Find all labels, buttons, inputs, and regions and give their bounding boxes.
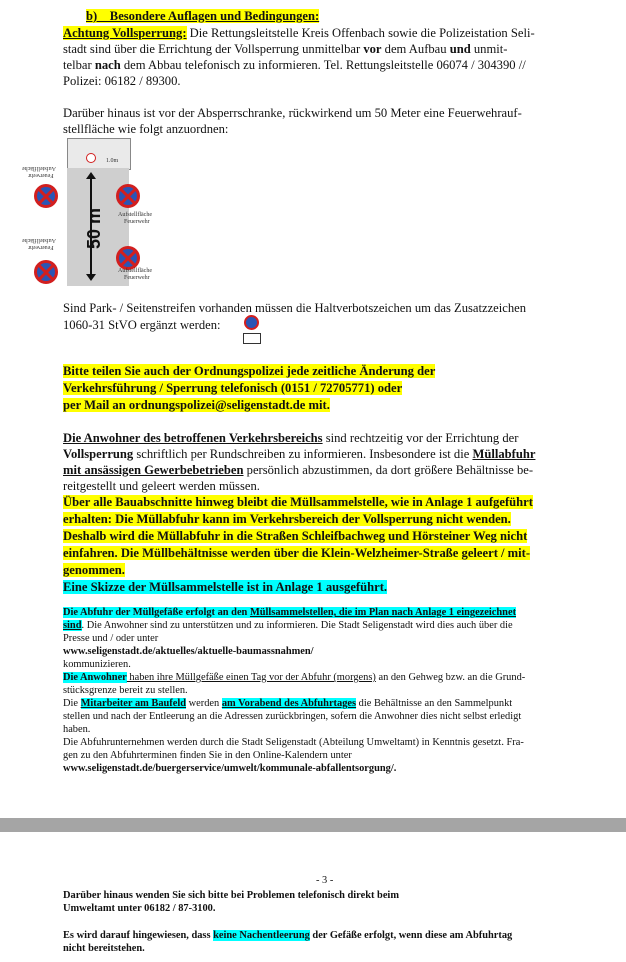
para-6-line-1: Über alle Bauabschnitte hinweg bleibt die Müllsammelstelle, wie in Anlage 1 aufgeführt — [63, 495, 533, 509]
page3-line-4: nicht bereitstehen. — [63, 943, 145, 954]
para-8-line-11: Die Abfuhrunternehmen werden durch die Stadt Seligenstadt (Abteilung Umweltamt) in Kenntnis gesetzt. Fra- — [63, 737, 524, 748]
para-6-line-5: genommen. — [63, 563, 125, 577]
para-4-line-3: per Mail an ordnungspolizei@seligenstadt.de mit. — [63, 398, 330, 412]
barrier-label: 1.0m — [106, 158, 119, 164]
no-stopping-sign-right-1 — [116, 184, 140, 208]
para-8-line-10: haben. — [63, 724, 91, 735]
distance-label: 50 m — [84, 207, 105, 250]
arrow-head-up — [86, 172, 96, 179]
para-6-line-4: einfahren. Die Müllbehältnisse werden über die Klein-Welzheimer-Straße geleert / mit- — [63, 546, 531, 560]
para-5-line-2: Vollsperrung schriftlich per Rundschreiben zu informieren. Insbesondere ist die Müllabfuhr — [63, 447, 536, 461]
arrow-head-down — [86, 274, 96, 281]
page3-line-3: Es wird darauf hingewiesen, dass keine Nachentleerung der Gefäße erfolgt, wenn diese am Abfuhrtag — [63, 930, 513, 941]
section-heading: b) Besondere Auflagen und Bedingungen: — [86, 9, 320, 23]
para-5-line-4: reitgestellt und geleert werden müssen. — [63, 479, 260, 493]
para-3-line-2: 1060-31 StVO ergänzt werden: — [63, 318, 221, 332]
url-baumassnahmen[interactable]: www.seligenstadt.de/aktuelles/aktuelle-baumassnahmen/ — [63, 646, 314, 657]
fire-lane-diagram — [20, 138, 160, 288]
para-8-line-6: Die Anwohner haben ihre Müllgefäße einen Tag vor der Abfuhr (morgens) an den Gehweg bzw. an die Grund- — [63, 672, 526, 683]
para-1-line-3: telbar nach dem Abbau telefonisch zu informieren. Tel. Rettungsleitstelle 06074 / 304390 // — [63, 58, 526, 72]
page-separator — [0, 818, 626, 832]
url-abfallentsorgung[interactable]: www.seligenstadt.de/buergerservice/umwelt/kommunale-abfallentsorgung/. — [63, 763, 397, 774]
barrier-dot — [86, 153, 96, 163]
para-5-line-3: mit ansässigen Gewerbebetrieben persönlich abzustimmen, da dort größere Behältnisse be- — [63, 463, 534, 477]
para-4-line-2: Verkehrsführung / Sperrung telefonisch (0151 / 72705771) oder — [63, 381, 403, 395]
label-left-1b: Feuerwehr — [28, 172, 54, 178]
no-stopping-sign-left-1 — [34, 184, 58, 208]
supplementary-sign — [242, 313, 262, 347]
parking-supplement-icon — [243, 333, 261, 344]
para-5-line-1: Die Anwohner des betroffenen Verkehrsbereichs sind rechtzeitig vor der Errichtung der — [63, 431, 519, 445]
para-8-line-12: gen zu den Abfuhrterminen finden Sie in den Online-Kalendern unter — [63, 750, 352, 761]
para-2-line-2: stellfläche wie folgt anzuordnen: — [63, 122, 229, 136]
para-6-line-3: Deshalb wird die Müllabfuhr in die Straßen Schleifbachweg und Hörsteiner Weg nicht — [63, 529, 528, 543]
para-1-line-1: Achtung Vollsperrung: Die Rettungsleitstelle Kreis Offenbach sowie die Polizeistation Seli- — [63, 26, 535, 40]
label-left-2b: Feuerwehr — [28, 244, 54, 250]
label-left-1a: Aufstellfläche — [22, 165, 56, 171]
label-left-2a: Aufstellfläche — [22, 237, 56, 243]
label-right-1a: Aufstellfläche — [118, 212, 152, 218]
para-6-line-2: erhalten: Die Müllabfuhr kann im Verkehrsbereich der Vollsperrung nicht wenden. — [63, 512, 511, 526]
no-stopping-icon — [244, 315, 259, 330]
page3-line-2: Umweltamt unter 06182 / 87-3100. — [63, 903, 216, 914]
page-number: - 3 - — [316, 875, 334, 886]
page3-line-1: Darüber hinaus wenden Sie sich bitte bei Problemen telefonisch direkt beim — [63, 890, 399, 901]
no-stopping-sign-left-2 — [34, 260, 58, 284]
para-8-line-9: stellen und nach der Entleerung an die Adressen zurückbringen, sofern die Anwohner dies nicht selbst erledigt — [63, 711, 522, 722]
label-right-2a: Aufstellfläche — [118, 268, 152, 274]
para-8-line-3: Presse und / oder unter — [63, 633, 159, 644]
para-2-line-1: Darüber hinaus ist vor der Absperrschranke, rückwirkend um 50 Meter eine Feuerwehrauf- — [63, 106, 522, 120]
barrier-box — [67, 138, 131, 170]
no-stopping-sign-right-2 — [116, 246, 140, 270]
para-8-line-7: stücksgrenze bereit zu stellen. — [63, 685, 188, 696]
label-right-2b: Feuerwehr — [124, 275, 150, 281]
para-1-line-4: Polizei: 06182 / 89300. — [63, 74, 181, 88]
para-1-line-2: stadt sind über die Errichtung der Vollsperrung unmittelbar vor dem Aufbau und unmit- — [63, 42, 508, 56]
para-8-line-1: Die Abfuhr der Müllgefäße erfolgt an den Müllsammelstellen, die im Plan nach Anlage 1 eingezeichnet — [63, 607, 517, 618]
para-7: Eine Skizze der Müllsammelstelle ist in Anlage 1 ausgeführt. — [63, 580, 388, 594]
para-3-line-1: Sind Park- / Seitenstreifen vorhanden müssen die Haltverbotszeichen um das Zusatzzeichen — [63, 301, 527, 315]
para-8-line-2: sind. Die Anwohner sind zu unterstützen und zu informieren. Die Stadt Seligenstadt wird dies auch über die — [63, 620, 513, 631]
para-8-line-8: Die Mitarbeiter am Baufeld werden am Vorabend des Abfuhrtages die Behältnisse an den Sammelpunkt — [63, 698, 513, 709]
para-8-line-5: kommunizieren. — [63, 659, 131, 670]
label-right-1b: Feuerwehr — [124, 219, 150, 225]
para-4-line-1: Bitte teilen Sie auch der Ordnungspolizei jede zeitliche Änderung der — [63, 364, 436, 378]
